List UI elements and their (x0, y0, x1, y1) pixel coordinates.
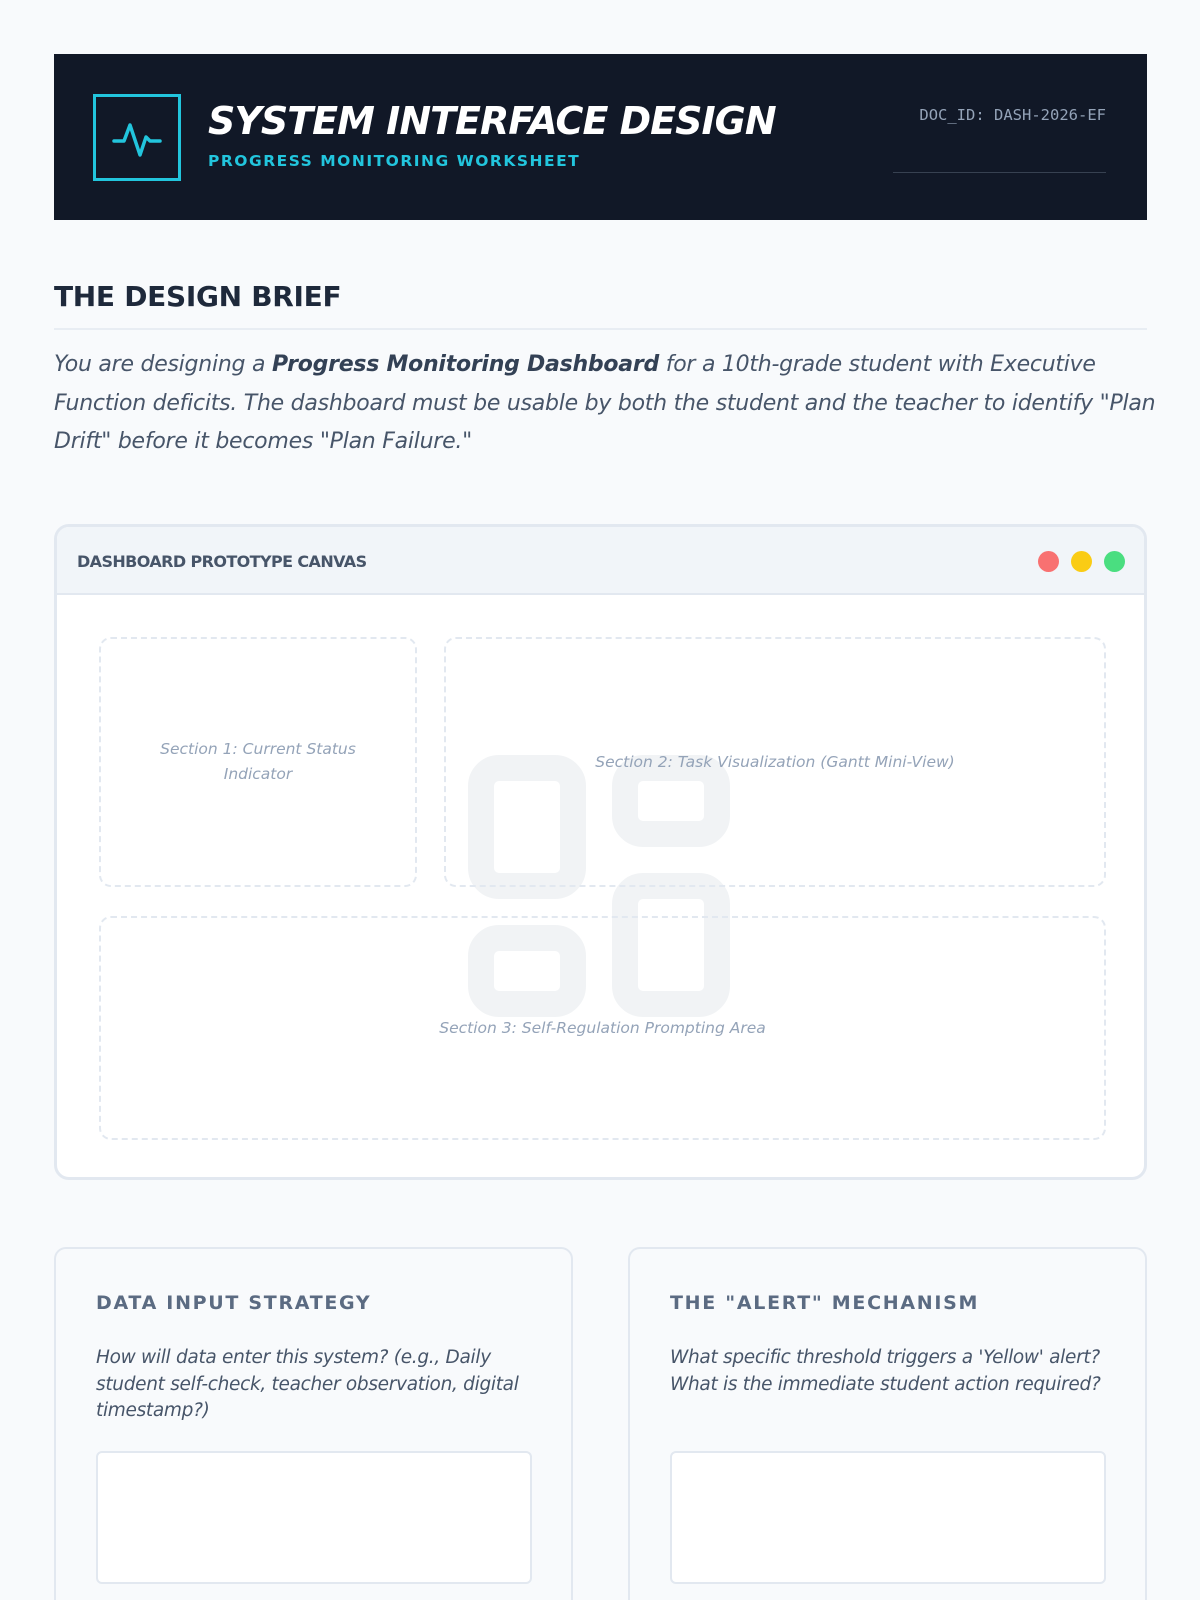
window-maximize-dot[interactable] (1104, 551, 1125, 572)
section-3-drop-zone[interactable] (99, 916, 1106, 1140)
header-banner (54, 54, 1147, 220)
section-3-label: Section 3: Self-Regulation Prompting Area (439, 1018, 766, 1037)
card-question: What specific threshold triggers a 'Yellow' alert? What is the immediate student action required? (670, 1347, 1101, 1395)
brief-text-start: You are designing a (54, 352, 272, 377)
brief-text (54, 346, 1164, 462)
card-heading: DATA INPUT STRATEGY (96, 1292, 372, 1314)
brief-divider (54, 328, 1147, 330)
data-input-strategy-card (54, 1247, 573, 1600)
alert-mechanism-card (628, 1247, 1147, 1600)
section-2-drop-zone[interactable] (444, 637, 1106, 887)
canvas-body[interactable] (57, 595, 1144, 1177)
answer-field[interactable] (670, 1451, 1106, 1584)
brief-text-emphasis: Progress Monitoring Dashboard (271, 352, 659, 377)
page-subtitle: PROGRESS MONITORING WORKSHEET (208, 152, 581, 170)
card-question: How will data enter this system? (e.g., Daily student self-check, teacher observation, digital timestamp?) (96, 1347, 519, 1421)
brief-heading: THE DESIGN BRIEF (54, 280, 342, 313)
section-1-drop-zone[interactable] (99, 637, 417, 887)
section-1-label: Section 1: Current Status Indicator (160, 740, 356, 783)
canvas-title: DASHBOARD PROTOTYPE CANVAS (77, 552, 367, 571)
window-close-dot[interactable] (1038, 551, 1059, 572)
brief-text-end: for a 10th-grade student with Executive Function deficits. The dashboard must be usable by both the student and the teacher to identify "Plan Drift" before it becomes "Plan Failure." (54, 352, 1156, 454)
logo (93, 94, 181, 181)
window-minimize-dot[interactable] (1071, 551, 1092, 572)
pulse-icon (110, 111, 164, 165)
answer-field[interactable] (96, 1451, 532, 1584)
section-2-label: Section 2: Task Visualization (Gantt Mini-View) (595, 752, 955, 771)
page-title: SYSTEM INTERFACE DESIGN (208, 99, 776, 143)
doc-id: DOC_ID: DASH-2026-EF (919, 106, 1106, 124)
doc-id-signature-line (893, 172, 1106, 173)
card-heading: THE "ALERT" MECHANISM (670, 1292, 980, 1314)
prototype-canvas-window (54, 524, 1147, 1180)
canvas-titlebar (57, 527, 1144, 595)
